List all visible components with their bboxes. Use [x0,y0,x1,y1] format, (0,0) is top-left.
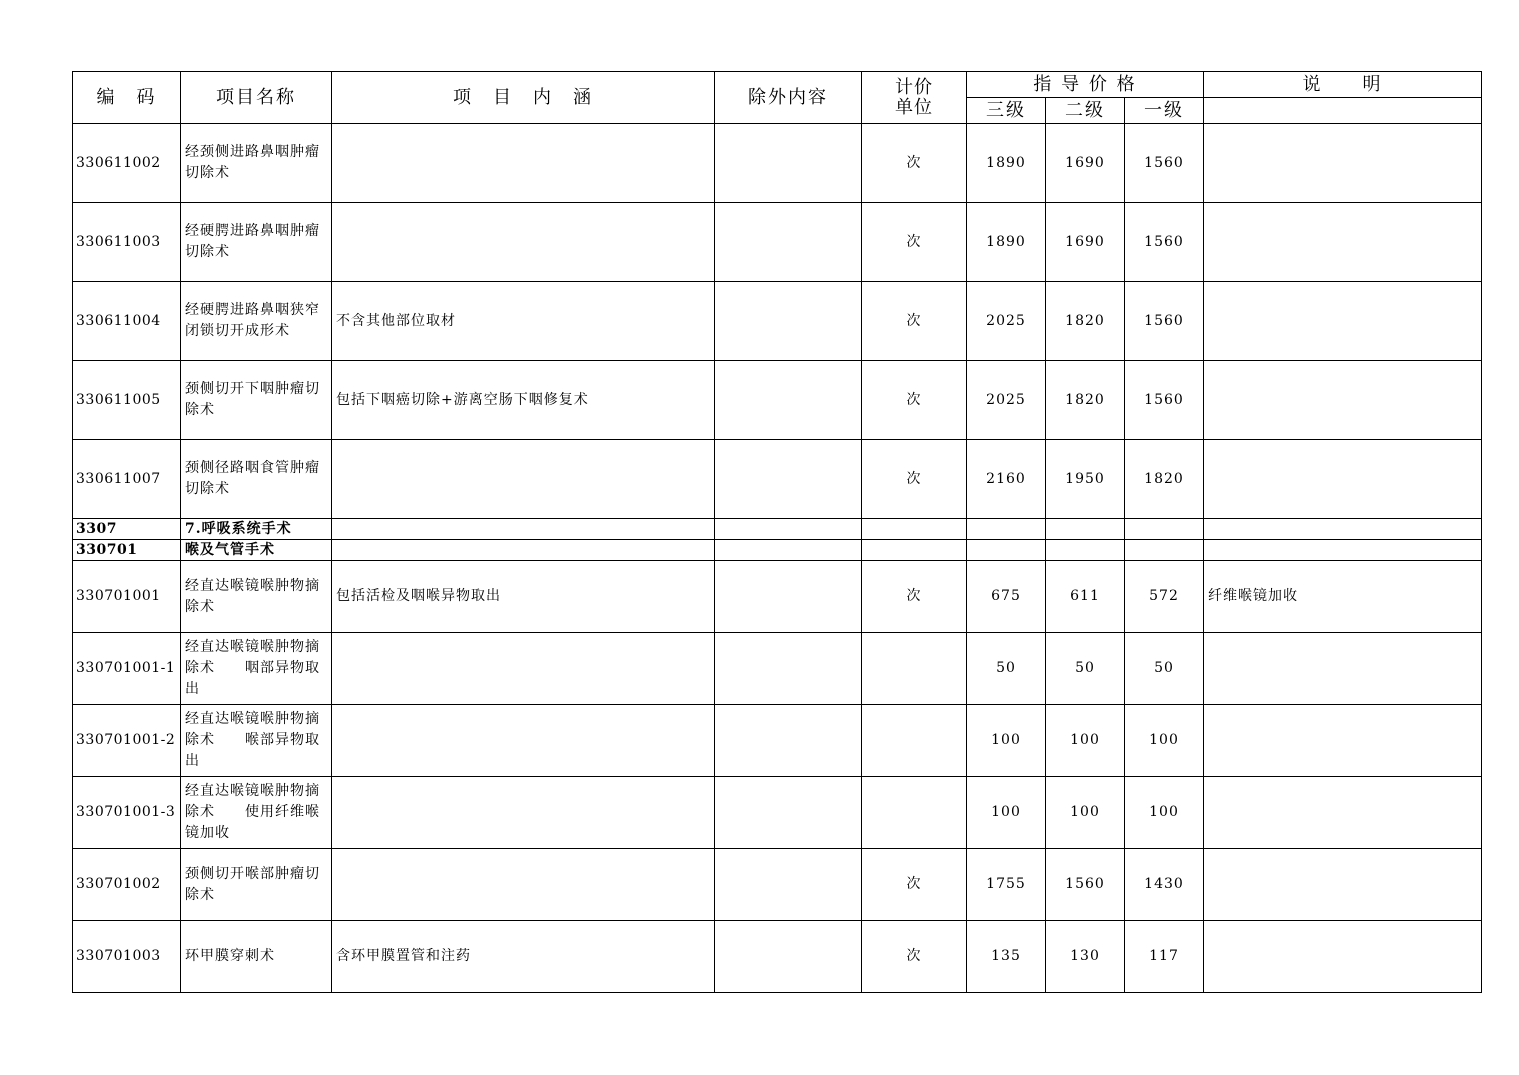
row-content [332,849,715,921]
row-price-level3: 135 [967,921,1046,993]
header-note-blank [1204,98,1482,124]
row-unit [862,633,967,705]
row-exclusion [715,124,862,203]
header-price-group: 指 导 价 格 [967,72,1204,98]
row-code: 330701002 [73,849,181,921]
section-row [73,519,1482,540]
table-row [73,361,1482,440]
table-row [73,705,1482,777]
table-row [73,561,1482,633]
row-unit [862,705,967,777]
row-price-level2: 1560 [1046,849,1125,921]
row-unit: 次 [862,361,967,440]
row-exclusion [715,777,862,849]
row-code: 330701001 [73,561,181,633]
row-unit: 次 [862,849,967,921]
table-row [73,777,1482,849]
row-exclusion [715,849,862,921]
row-price-level2: 100 [1046,705,1125,777]
row-price-level1: 1560 [1125,203,1204,282]
row-price-level1: 1560 [1125,361,1204,440]
row-note [1204,777,1482,849]
row-name: 颈侧径路咽食管肿瘤切除术 [181,440,332,519]
row-code: 330611002 [73,124,181,203]
row-name: 经硬腭进路鼻咽狭窄闭锁切开成形术 [181,282,332,361]
row-exclusion [715,361,862,440]
table-row [73,124,1482,203]
row-note [1204,203,1482,282]
row-name: 颈侧切开下咽肿瘤切除术 [181,361,332,440]
row-note [1204,705,1482,777]
header-content: 项 目 内 涵 [332,72,715,124]
row-code: 330701001-2 [73,705,181,777]
row-name: 颈侧切开喉部肿瘤切除术 [181,849,332,921]
row-content [332,203,715,282]
row-note: 纤维喉镜加收 [1204,561,1482,633]
row-code: 330701001-3 [73,777,181,849]
row-price-level1: 100 [1125,705,1204,777]
row-price-level3: 2025 [967,282,1046,361]
row-content [332,777,715,849]
price-table [72,71,1482,993]
table-body-group2 [73,561,1482,993]
row-code: 330611005 [73,361,181,440]
row-content [332,440,715,519]
row-unit: 次 [862,124,967,203]
table-row [73,203,1482,282]
row-price-level1: 572 [1125,561,1204,633]
row-price-level1: 50 [1125,633,1204,705]
row-content: 包括下咽癌切除+游离空肠下咽修复术 [332,361,715,440]
row-price-level3: 675 [967,561,1046,633]
row-price-level2: 130 [1046,921,1125,993]
header-unit: 计价单位 [862,72,967,124]
header-exclusion: 除外内容 [715,72,862,124]
row-price-level3: 2160 [967,440,1046,519]
row-content [332,705,715,777]
section-name: 喉及气管手术 [181,540,332,561]
row-code: 330701003 [73,921,181,993]
header-note: 说 明 [1204,72,1482,98]
row-code: 330611004 [73,282,181,361]
row-code: 330701001-1 [73,633,181,705]
row-exclusion [715,705,862,777]
row-note [1204,849,1482,921]
row-exclusion [715,633,862,705]
row-price-level2: 1820 [1046,282,1125,361]
row-price-level1: 1560 [1125,282,1204,361]
row-unit [862,777,967,849]
table-body-group1 [73,124,1482,519]
row-exclusion [715,921,862,993]
row-price-level3: 1890 [967,203,1046,282]
row-price-level2: 611 [1046,561,1125,633]
row-price-level3: 100 [967,777,1046,849]
row-price-level1: 100 [1125,777,1204,849]
row-note [1204,633,1482,705]
row-note [1204,124,1482,203]
row-price-level2: 100 [1046,777,1125,849]
row-price-level3: 100 [967,705,1046,777]
row-price-level1: 1560 [1125,124,1204,203]
row-price-level1: 1820 [1125,440,1204,519]
header-name: 项目名称 [181,72,332,124]
section-code: 3307 [73,519,181,540]
row-price-level3: 1755 [967,849,1046,921]
table-row [73,921,1482,993]
header-level2: 二级 [1046,98,1125,124]
header-code: 编 码 [73,72,181,124]
row-content: 含环甲膜置管和注药 [332,921,715,993]
row-exclusion [715,440,862,519]
row-note [1204,361,1482,440]
table-row [73,282,1482,361]
row-unit: 次 [862,282,967,361]
row-content [332,124,715,203]
row-unit: 次 [862,440,967,519]
row-exclusion [715,282,862,361]
row-exclusion [715,561,862,633]
row-name: 经颈侧进路鼻咽肿瘤切除术 [181,124,332,203]
row-name: 经硬腭进路鼻咽肿瘤切除术 [181,203,332,282]
table-row [73,849,1482,921]
row-unit: 次 [862,203,967,282]
header-level3: 三级 [967,98,1046,124]
row-name: 经直达喉镜喉肿物摘除术 [181,561,332,633]
row-price-level2: 1690 [1046,203,1125,282]
row-code: 330611003 [73,203,181,282]
row-note [1204,921,1482,993]
row-price-level1: 117 [1125,921,1204,993]
row-price-level2: 1690 [1046,124,1125,203]
row-price-level1: 1430 [1125,849,1204,921]
row-content: 包括活检及咽喉异物取出 [332,561,715,633]
row-name: 经直达喉镜喉肿物摘除术 喉部异物取出 [181,705,332,777]
row-exclusion [715,203,862,282]
row-note [1204,282,1482,361]
table-row [73,633,1482,705]
header-level1: 一级 [1125,98,1204,124]
row-price-level3: 2025 [967,361,1046,440]
row-name: 经直达喉镜喉肿物摘除术 使用纤维喉镜加收 [181,777,332,849]
row-price-level3: 50 [967,633,1046,705]
row-code: 330611007 [73,440,181,519]
row-price-level3: 1890 [967,124,1046,203]
row-price-level2: 50 [1046,633,1125,705]
row-price-level2: 1950 [1046,440,1125,519]
row-content [332,633,715,705]
section-row [73,540,1482,561]
row-unit: 次 [862,921,967,993]
section-name: 7.呼吸系统手术 [181,519,332,540]
row-content: 不含其他部位取材 [332,282,715,361]
row-unit: 次 [862,561,967,633]
row-price-level2: 1820 [1046,361,1125,440]
row-name: 环甲膜穿刺术 [181,921,332,993]
row-note [1204,440,1482,519]
section-code: 330701 [73,540,181,561]
table-row [73,440,1482,519]
row-name: 经直达喉镜喉肿物摘除术 咽部异物取出 [181,633,332,705]
